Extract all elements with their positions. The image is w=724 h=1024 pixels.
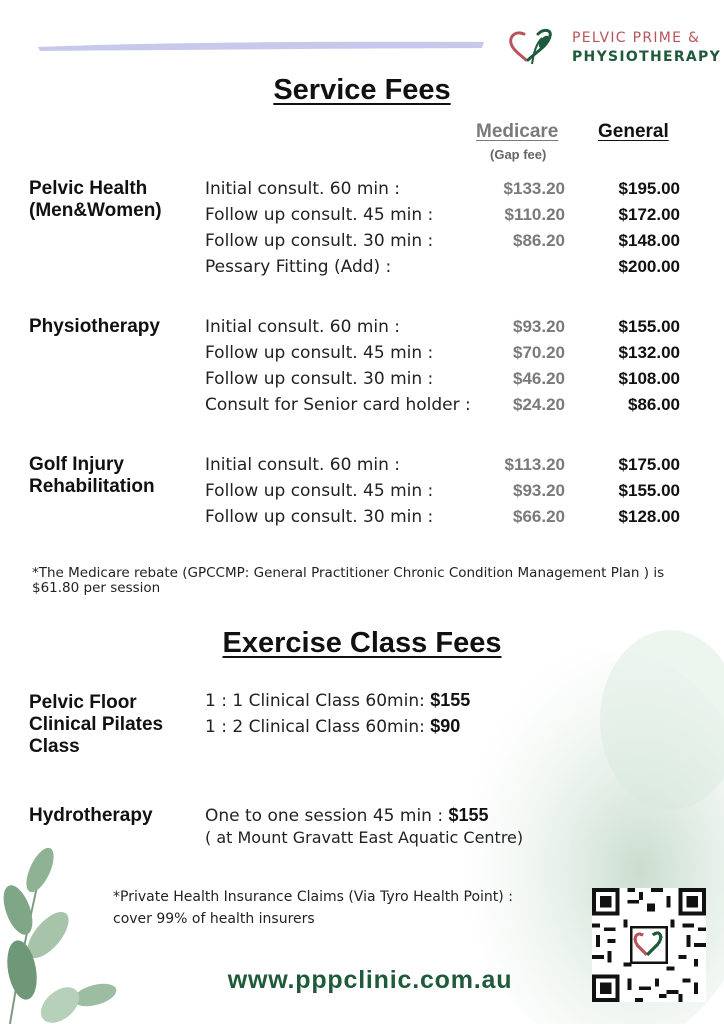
website-link[interactable]: www.pppclinic.com.au — [227, 966, 513, 994]
brand-name-line1: PELVIC PRIME & — [572, 30, 701, 46]
brand-name-line2: PHYSIOTHERAPY — [572, 49, 722, 65]
heart-leaf-logo-icon — [506, 26, 558, 66]
service-label: Initial consult. 60 min : — [205, 317, 401, 337]
general-fee: $172.00 — [618, 205, 680, 224]
pilates-fee-label: 1 : 2 Clinical Class 60min: — [205, 717, 425, 737]
category-physiotherapy: Physiotherapy — [29, 316, 160, 337]
service-label: Follow up consult. 45 min : — [205, 481, 434, 501]
general-fee: $155.00 — [618, 317, 680, 336]
qr-code-icon[interactable] — [592, 888, 706, 1002]
lavender-brush-stroke — [36, 38, 486, 52]
pilates-fee-price: $90 — [430, 716, 461, 736]
service-label: Consult for Senior card holder : — [205, 395, 471, 415]
medicare-fee: $46.20 — [513, 369, 565, 388]
exercise-fees-title: Exercise Class Fees — [222, 627, 502, 659]
eucalyptus-leaves-icon — [0, 840, 130, 1024]
pilates-fee-row — [205, 716, 460, 737]
insurance-note-line1: *Private Health Insurance Claims (Via Tyro Health Point) : — [113, 889, 513, 905]
general-column-header: General — [598, 121, 669, 142]
service-fees-title: Service Fees — [273, 74, 451, 106]
medicare-fee: $24.20 — [513, 395, 565, 414]
insurance-note-line2: cover 99% of health insurers — [113, 911, 315, 927]
medicare-fee: $113.20 — [504, 455, 565, 474]
medicare-column-subheader: (Gap fee) — [490, 147, 547, 162]
pilates-fee-label: 1 : 1 Clinical Class 60min: — [205, 691, 425, 711]
general-fee: $200.00 — [618, 257, 680, 276]
service-label: Follow up consult. 45 min : — [205, 205, 434, 225]
medicare-fee: $66.20 — [513, 507, 565, 526]
pilates-fee-row — [205, 690, 470, 711]
medicare-fee: $110.20 — [504, 205, 565, 224]
general-fee: $128.00 — [618, 507, 680, 526]
category-hydrotherapy: Hydrotherapy — [29, 805, 153, 826]
general-fee: $108.00 — [618, 369, 680, 388]
category-golf-injury: Golf Injury Rehabilitation — [29, 454, 155, 497]
medicare-fee: $70.20 — [513, 343, 565, 362]
general-fee: $148.00 — [618, 231, 680, 250]
hydro-fee-row — [205, 805, 489, 826]
general-fee: $86.00 — [628, 395, 680, 414]
hydro-fee-label: One to one session 45 min : — [205, 806, 444, 826]
pilates-fee-price: $155 — [430, 690, 471, 710]
general-fee: $195.00 — [618, 179, 680, 198]
service-label: Follow up consult. 30 min : — [205, 507, 434, 527]
medicare-fee: $86.20 — [513, 231, 565, 250]
medicare-fee: $93.20 — [513, 317, 565, 336]
service-label: Follow up consult. 30 min : — [205, 231, 434, 251]
service-label: Initial consult. 60 min : — [205, 179, 401, 199]
general-fee: $155.00 — [618, 481, 680, 500]
hydro-fee-price: $155 — [448, 805, 489, 825]
service-label: Pessary Fitting (Add) : — [205, 257, 392, 277]
general-fee: $132.00 — [618, 343, 680, 362]
medicare-column-header: Medicare — [476, 121, 559, 142]
category-pelvic-health: Pelvic Health (Men&Women) — [29, 178, 162, 221]
service-label: Follow up consult. 30 min : — [205, 369, 434, 389]
service-label: Follow up consult. 45 min : — [205, 343, 434, 363]
service-label: Initial consult. 60 min : — [205, 455, 401, 475]
category-pelvic-floor-pilates: Pelvic Floor Clinical Pilates Class — [29, 692, 164, 757]
medicare-rebate-note: *The Medicare rebate (GPCCMP: General Practitioner Chronic Condition Management Plan ) is $61.80 per session — [32, 565, 665, 596]
medicare-fee: $93.20 — [513, 481, 565, 500]
general-fee: $175.00 — [618, 455, 680, 474]
hydro-location: ( at Mount Gravatt East Aquatic Centre) — [205, 828, 524, 847]
medicare-fee: $133.20 — [503, 179, 565, 198]
